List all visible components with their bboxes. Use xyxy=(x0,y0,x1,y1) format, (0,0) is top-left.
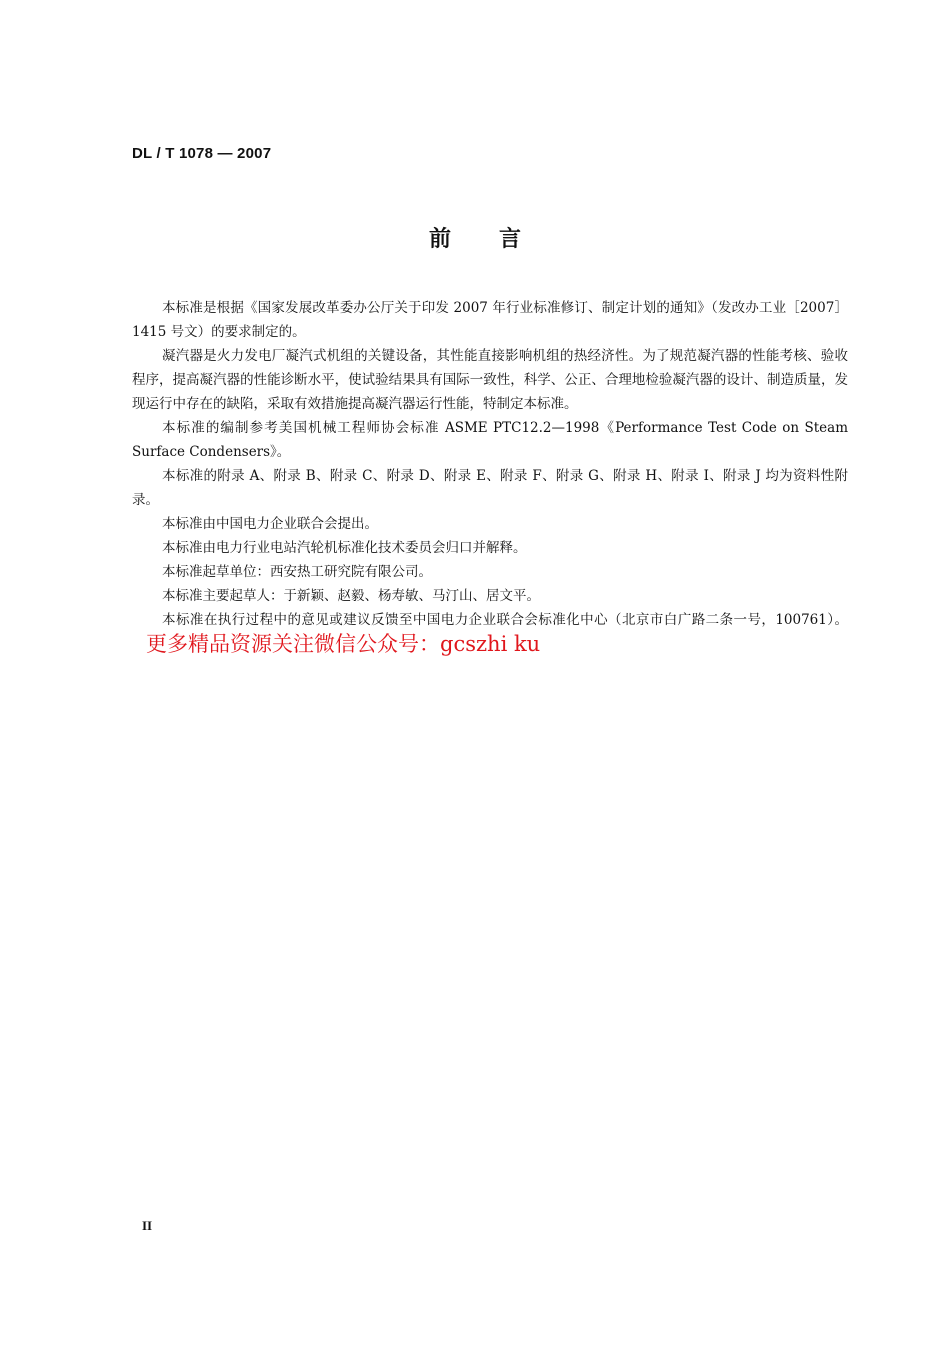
feedback-text: 本标准在执行过程中的意见或建议反馈至中国电力企业联合会标准化中心（北京市白广路二条一号，100761）。 xyxy=(162,612,848,628)
watermark-text: 更多精品资源关注微信公众号：gcszhi ku xyxy=(146,632,541,656)
paragraph-drafters: 本标准主要起草人：于新颖、赵毅、杨寿敏、马汀山、居文平。 xyxy=(162,588,540,604)
paragraph-basis: 本标准是根据《国家发展改革委办公厅关于印发 2007 年行业标准修订、制定计划的通知》（发改办工业［2007］1415 号文）的要求制定的。 xyxy=(132,300,848,340)
paragraph-purpose: 凝汽器是火力发电厂凝汽式机组的关键设备，其性能直接影响机组的热经济性。为了规范凝汽器的性能考核、验收程序，提高凝汽器的性能诊断水平，使试验结果具有国际一致性，科学、公正、合理地检验凝汽器的设计、制造质量，发现运行中存在的缺陷，采取有效措施提高凝汽器运行性能，特制定本标准。 xyxy=(132,348,848,412)
paragraph-drafting-unit: 本标准起草单位：西安热工研究院有限公司。 xyxy=(162,564,432,580)
page-number: II xyxy=(142,1218,153,1233)
page-title: 前言 xyxy=(428,227,569,252)
paragraph-appendices: 本标准的附录 A、附录 B、附录 C、附录 D、附录 E、附录 F、附录 G、附录 H、附录 I、附录 J 均为资料性附录。 xyxy=(132,468,848,508)
foreword-body xyxy=(132,296,848,659)
paragraph-proposer: 本标准由中国电力企业联合会提出。 xyxy=(162,516,378,532)
paragraph-committee: 本标准由电力行业电站汽轮机标准化技术委员会归口并解释。 xyxy=(162,540,527,556)
standard-number: DL / T 1078 — 2007 xyxy=(132,145,272,162)
paragraph-reference: 本标准的编制参考美国机械工程师协会标准 ASME PTC12.2—1998《Performance Test Code on Steam Surface Condensers》。 xyxy=(132,420,848,460)
paragraph-feedback xyxy=(132,608,848,659)
